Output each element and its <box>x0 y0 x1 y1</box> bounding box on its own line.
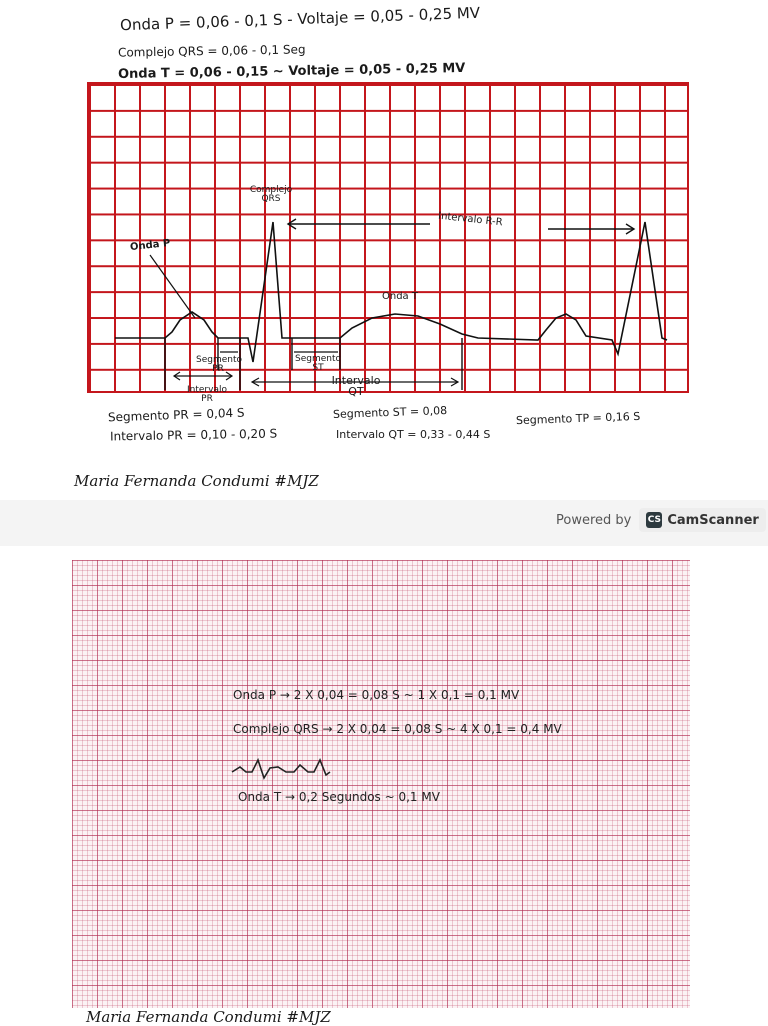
ecg-waveform-drawing <box>0 0 768 500</box>
note-segmento-tp: Segmento TP = 0,16 S <box>515 409 641 428</box>
signature: Maria Fernanda Condumi #MJZ <box>74 472 319 490</box>
label-segmento-st: Segmento ST <box>294 354 341 373</box>
label-segmento-pr: Segmento PR <box>196 355 243 374</box>
header-onda-t: Onda T = 0,06 - 0,15 ~ Voltaje = 0,05 - 0,25 MV <box>117 60 466 83</box>
label-intervalo-rr: Intervalo R-R <box>437 210 504 229</box>
mini-ecg-trace <box>0 546 768 1024</box>
header-onda-p: Onda P = 0,06 - 0,1 S - Voltaje = 0,05 - 0,25 MV <box>119 3 481 35</box>
camscanner-brand: CamScanner <box>667 512 759 528</box>
label-onda-p: Onda P <box>129 237 171 254</box>
line-onda-p: Onda P → 2 X 0,04 = 0,08 S ~ 1 X 0,1 = 0,1 MV <box>233 688 520 702</box>
camscanner-badge <box>639 508 765 532</box>
header-complejo-qrs: Complejo QRS = 0,06 - 0,1 Seg <box>117 42 306 60</box>
label-onda-t: Onda T <box>382 291 418 302</box>
line-complejo-qrs: Complejo QRS → 2 X 0,04 = 0,08 S ~ 4 X 0,1 = 0,4 MV <box>233 722 562 736</box>
scanned-page-2 <box>0 546 768 1024</box>
line-onda-t: Onda T → 0,2 Segundos ~ 0,1 MV <box>238 790 440 804</box>
note-segmento-pr: Segmento PR = 0,04 S <box>107 405 245 425</box>
note-intervalo-pr: Intervalo PR = 0,10 - 0,20 S <box>109 426 278 444</box>
label-intervalo-qt: Intervalo QT <box>331 374 381 398</box>
camscanner-watermark <box>556 508 766 532</box>
label-intervalo-pr: Intervalo PR <box>187 385 227 404</box>
signature-2: Maria Fernanda Condumi #MJZ <box>86 1008 331 1026</box>
camscanner-logo-icon: CS <box>646 512 662 528</box>
note-segmento-st: Segmento ST = 0,08 <box>332 404 448 421</box>
powered-by-label: Powered by <box>556 512 632 528</box>
label-complejo-qrs: Complejo QRS <box>249 185 293 204</box>
note-intervalo-qt: Intervalo QT = 0,33 - 0,44 S <box>336 428 491 441</box>
scanned-page-1 <box>0 0 768 500</box>
